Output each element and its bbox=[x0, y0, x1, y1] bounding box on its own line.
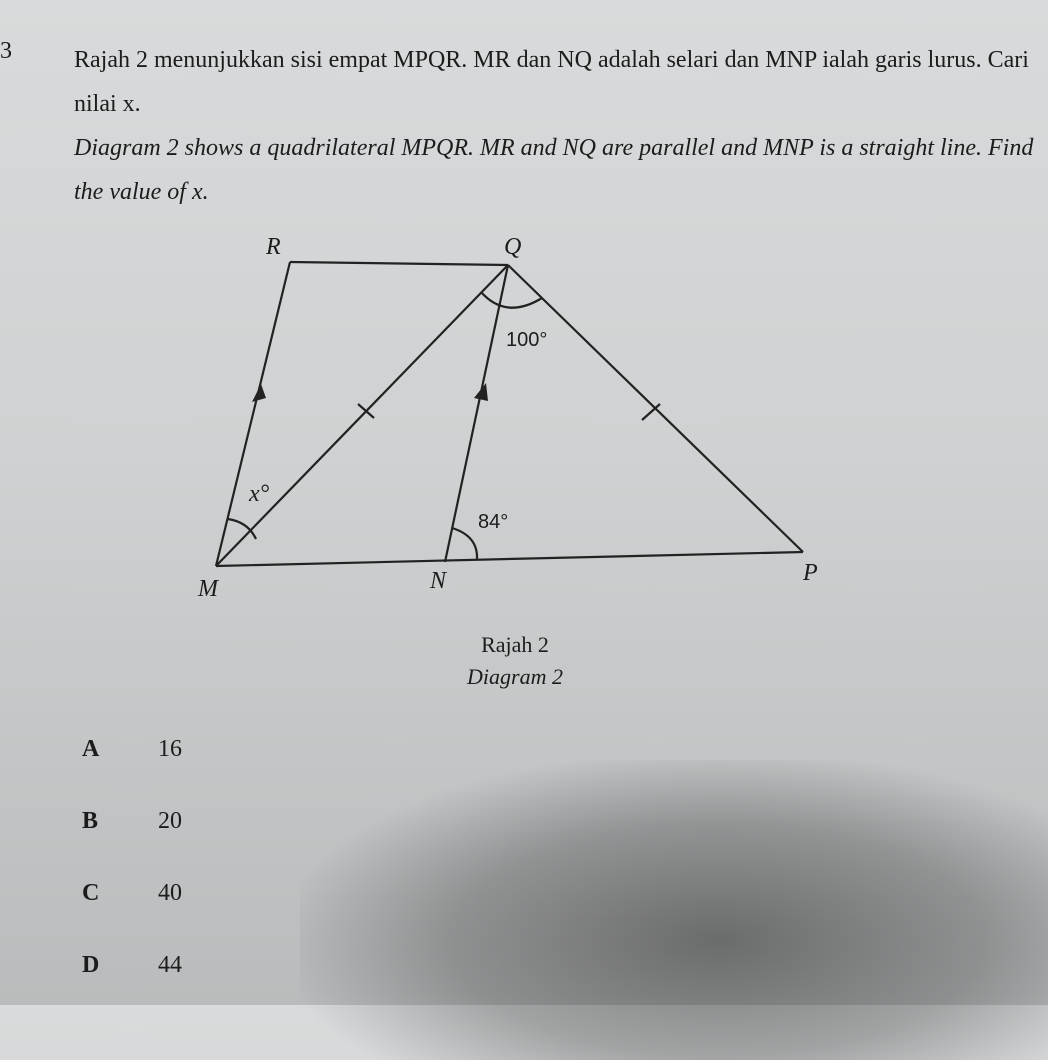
line-MQ bbox=[216, 265, 508, 566]
label-N: N bbox=[430, 568, 447, 594]
option-letter: A bbox=[82, 736, 100, 762]
diagram-lines bbox=[216, 262, 803, 566]
line-RQ bbox=[290, 262, 508, 265]
option-letter: D bbox=[82, 952, 100, 978]
option-c[interactable] bbox=[82, 880, 182, 907]
option-value: 20 bbox=[158, 808, 182, 834]
parallel-arrow-MR bbox=[252, 384, 266, 402]
line-MR bbox=[216, 262, 290, 566]
option-d[interactable] bbox=[82, 952, 182, 979]
angle-label-n: 84° bbox=[478, 511, 509, 533]
option-letter: C bbox=[82, 880, 100, 906]
angle-label-q: 100° bbox=[506, 329, 548, 351]
label-R: R bbox=[266, 234, 281, 260]
diagram-caption-malay: Rajah 2 bbox=[481, 632, 549, 657]
option-b[interactable] bbox=[82, 808, 182, 835]
question-text-english: Diagram 2 shows a quadrilateral MPQR. MR and NQ are parallel and MNP is a straight line. Find the value of x. bbox=[74, 135, 1034, 205]
option-value: 16 bbox=[158, 736, 182, 762]
tick-mark-QP bbox=[642, 404, 660, 420]
question-text-malay: Rajah 2 menunjukkan sisi empat MPQR. MR dan NQ adalah selari dan MNP ialah garis lurus. Cari nilai x. bbox=[74, 47, 1029, 117]
line-MP bbox=[216, 552, 803, 566]
question-number: 3 bbox=[0, 38, 12, 64]
label-M: M bbox=[198, 576, 218, 602]
angle-arc-N bbox=[452, 528, 477, 559]
option-a[interactable] bbox=[82, 736, 182, 763]
option-letter: B bbox=[82, 808, 99, 834]
angle-label-x: x° bbox=[249, 481, 270, 507]
parallel-arrow-NQ bbox=[474, 383, 488, 401]
label-Q: Q bbox=[504, 234, 522, 260]
tick-mark-MQ bbox=[358, 404, 374, 418]
angle-arc-Q bbox=[481, 292, 542, 308]
line-QP bbox=[508, 265, 803, 552]
option-value: 40 bbox=[158, 880, 182, 906]
hand-shadow bbox=[300, 760, 1048, 1060]
parallel-arrows bbox=[252, 383, 488, 402]
option-value: 44 bbox=[158, 952, 182, 978]
angle-arc-M bbox=[228, 519, 256, 539]
line-NQ bbox=[445, 265, 508, 562]
label-P: P bbox=[803, 560, 818, 586]
diagram-caption-english: Diagram 2 bbox=[467, 664, 563, 689]
